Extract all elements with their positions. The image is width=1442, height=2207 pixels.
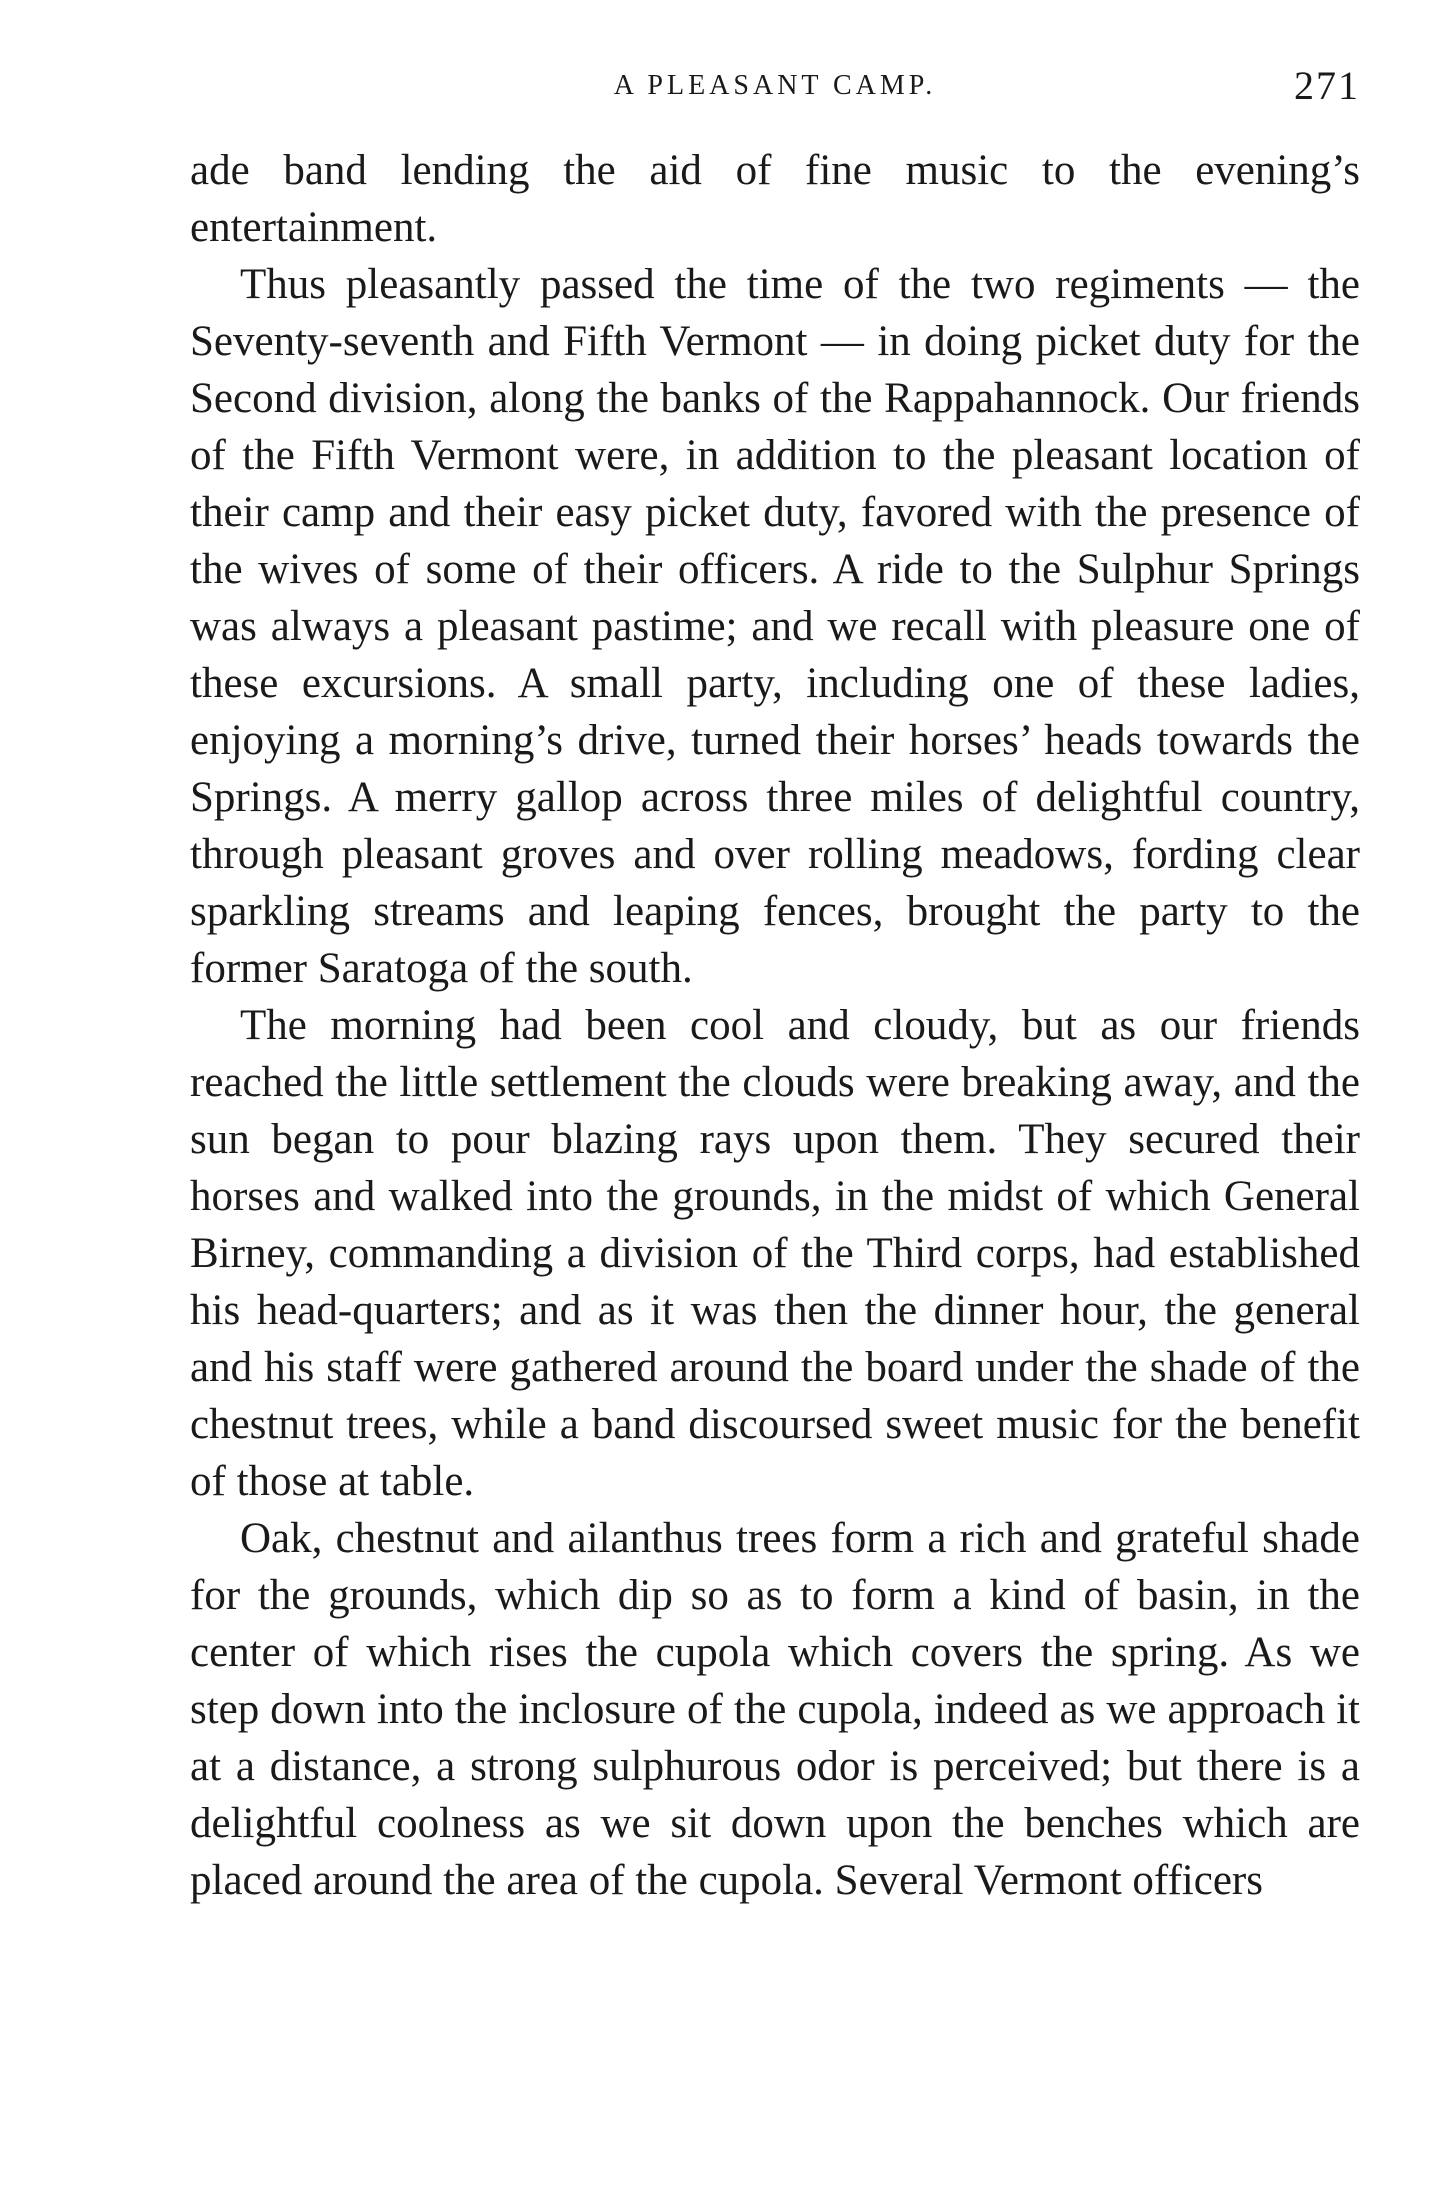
- page-number: 271: [1294, 63, 1360, 108]
- running-head: [190, 62, 1360, 122]
- body-text: [190, 142, 1360, 1909]
- paragraph: Thus pleasantly passed the time of the two regiments — the Seventy-seventh and Fifth Vermont — in doing picket duty for the Second division, along the banks of the Rappahannock. Our friends of the Fifth Vermont were, in addition to the pleasant location of their camp and their easy picket duty, favored with the presence of the wives of some of their officers. A ride to the Sulphur Springs was always a pleasant pastime; and we recall with pleasure one of these excursions. A small party, including one of these ladies, enjoying a morning’s drive, turned their horses’ heads towards the Springs. A merry gallop across three miles of delightful country, through pleasant groves and over rolling meadows, fording clear sparkling streams and leaping fences, brought the party to the former Saratoga of the south.: [190, 261, 1360, 992]
- paragraph: Oak, chestnut and ailanthus trees form a rich and grateful shade for the grounds, which dip so as to form a kind of basin, in the center of which rises the cupola which covers the spring. As we step down into the inclosure of the cupola, indeed as we approach it at a distance, a strong sulphurous odor is perceived; but there is a delightful coolness as we sit down upon the benches which are placed around the area of the cupola. Several Vermont officers: [190, 1515, 1360, 1904]
- paragraph: The morning had been cool and cloudy, but as our friends reached the little settlement the clouds were breaking away, and the sun began to pour blazing rays upon them. They secured their horses and walked into the grounds, in the midst of which General Birney, commanding a division of the Third corps, had established his head-quarters; and as it was then the dinner hour, the general and his staff were gathered around the board under the shade of the chestnut trees, while a band discoursed sweet music for the benefit of those at table.: [190, 1002, 1360, 1505]
- paragraph-continuation: ade band lending the aid of fine music to the evening’s entertainment.: [190, 147, 1360, 251]
- running-title: A PLEASANT CAMP.: [613, 70, 937, 101]
